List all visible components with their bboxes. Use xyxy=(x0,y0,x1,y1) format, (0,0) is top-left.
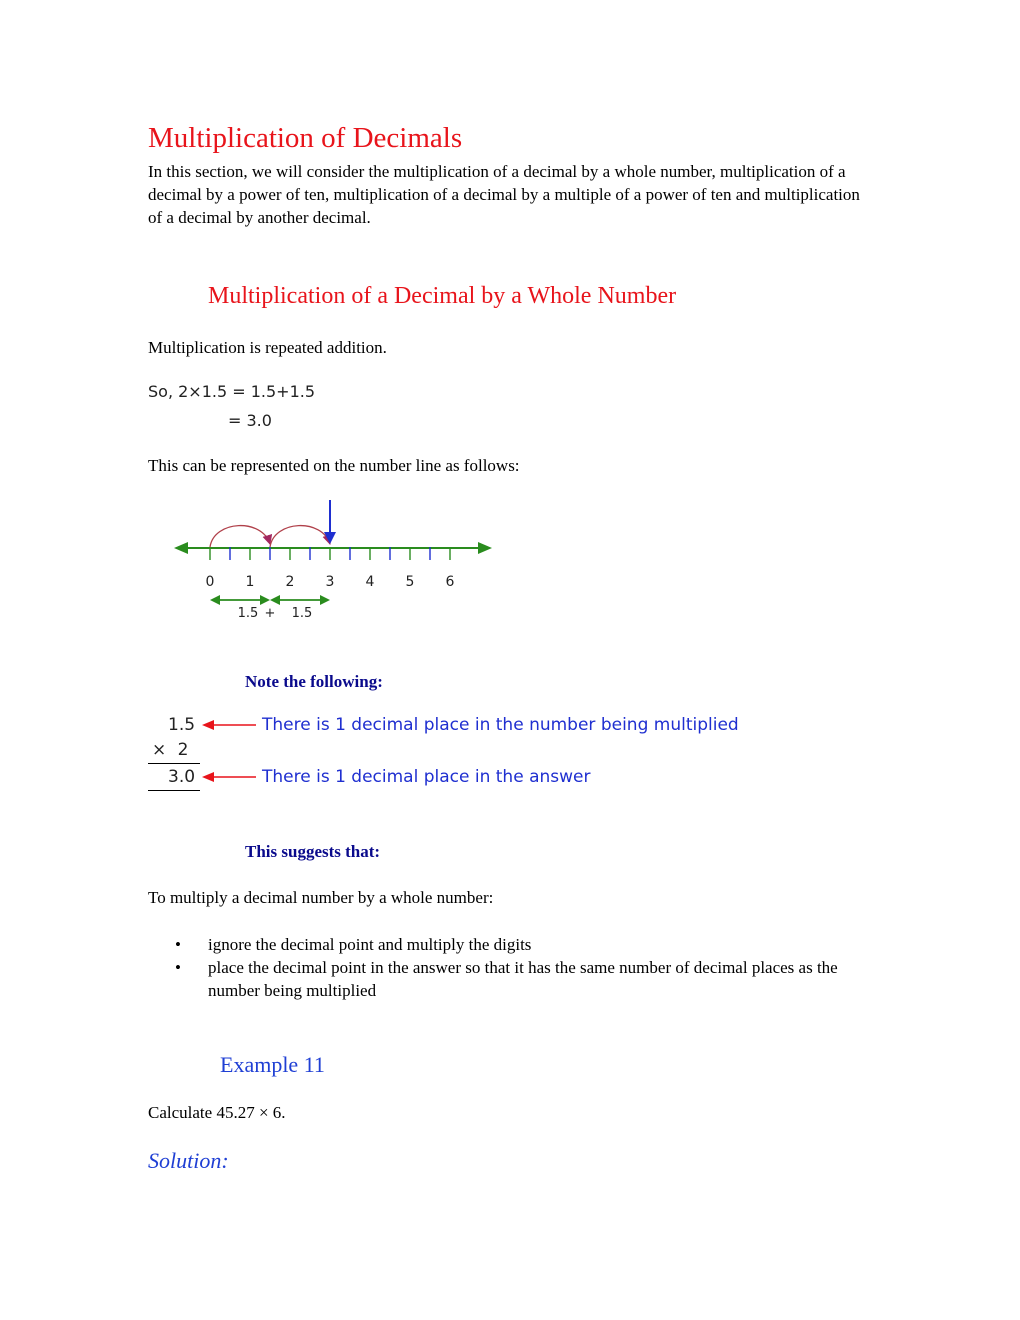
equation-line-1: So, 2×1.5 = 1.5+1.5 xyxy=(148,382,316,401)
number-line-intro: This can be represented on the number line as follows: xyxy=(148,456,520,475)
annotation-1: There is 1 decimal place in the number being multiplied xyxy=(262,715,739,735)
tick-label: 6 xyxy=(445,574,455,590)
rules-list xyxy=(172,933,872,1002)
working-multiplier: × 2 xyxy=(152,740,189,760)
tick-label: 4 xyxy=(365,574,375,590)
jump-arc xyxy=(210,526,270,547)
tick-label: 1 xyxy=(245,574,255,590)
working-rule-top xyxy=(148,763,200,764)
segment-left-arrow-icon xyxy=(270,595,280,605)
equation-line-2: = 3.0 xyxy=(228,411,272,430)
tick-label: 3 xyxy=(325,574,335,590)
axis-right-arrow-icon xyxy=(478,542,492,554)
working-answer: 3.0 xyxy=(168,767,196,787)
solution-heading: Solution: xyxy=(148,1148,229,1173)
result-marker-arrow-icon xyxy=(324,532,336,544)
annotation-arrow-1 xyxy=(202,720,256,730)
example-question: Calculate 45.27 × 6. xyxy=(148,1103,286,1122)
annotation-arrow-2 xyxy=(202,772,256,782)
rule-text: place the decimal point in the answer so that it has the same number of decimal places as the number being multiplied xyxy=(208,958,838,1000)
annotation-arrows xyxy=(200,712,260,792)
tick-label: 2 xyxy=(285,574,295,590)
rule-text: ignore the decimal point and multiply the digits xyxy=(208,935,532,954)
annotation-2: There is 1 decimal place in the answer xyxy=(262,767,591,787)
tick-label: 5 xyxy=(405,574,415,590)
number-line-diagram xyxy=(160,495,520,630)
working-multiplicand: 1.5 xyxy=(168,715,196,735)
segment-label: + xyxy=(264,606,276,621)
intro-paragraph: In this section, we will consider the multiplication of a decimal by a whole number, multiplication of a decimal by a power of ten, multiplication of a decimal by a multiple of a power of ten and multiplication of a decimal by another decimal. xyxy=(148,162,860,228)
segment-label: 1.5 xyxy=(291,606,313,621)
jump-arc xyxy=(270,526,330,547)
segment-right-arrow-icon xyxy=(260,595,270,605)
segment-right-arrow-icon xyxy=(320,595,330,605)
suggests-heading: This suggests that: xyxy=(245,842,381,861)
bullet-icon: • xyxy=(175,958,181,977)
list-item xyxy=(172,933,872,956)
segment-label: 1.5 xyxy=(237,606,259,621)
example-heading: Example 11 xyxy=(220,1052,325,1077)
bullet-icon: • xyxy=(175,935,181,954)
list-item xyxy=(172,956,872,1002)
rule-intro: To multiply a decimal number by a whole number: xyxy=(148,888,494,907)
page-title: Multiplication of Decimals xyxy=(148,122,463,154)
note-heading: Note the following: xyxy=(245,672,383,691)
segment-left-arrow-icon xyxy=(210,595,220,605)
section-heading: Multiplication of a Decimal by a Whole Number xyxy=(208,283,677,309)
tick-label: 0 xyxy=(205,574,215,590)
repeated-addition-text: Multiplication is repeated addition. xyxy=(148,338,387,357)
working-rule-bottom xyxy=(148,790,200,791)
axis-left-arrow-icon xyxy=(174,542,188,554)
